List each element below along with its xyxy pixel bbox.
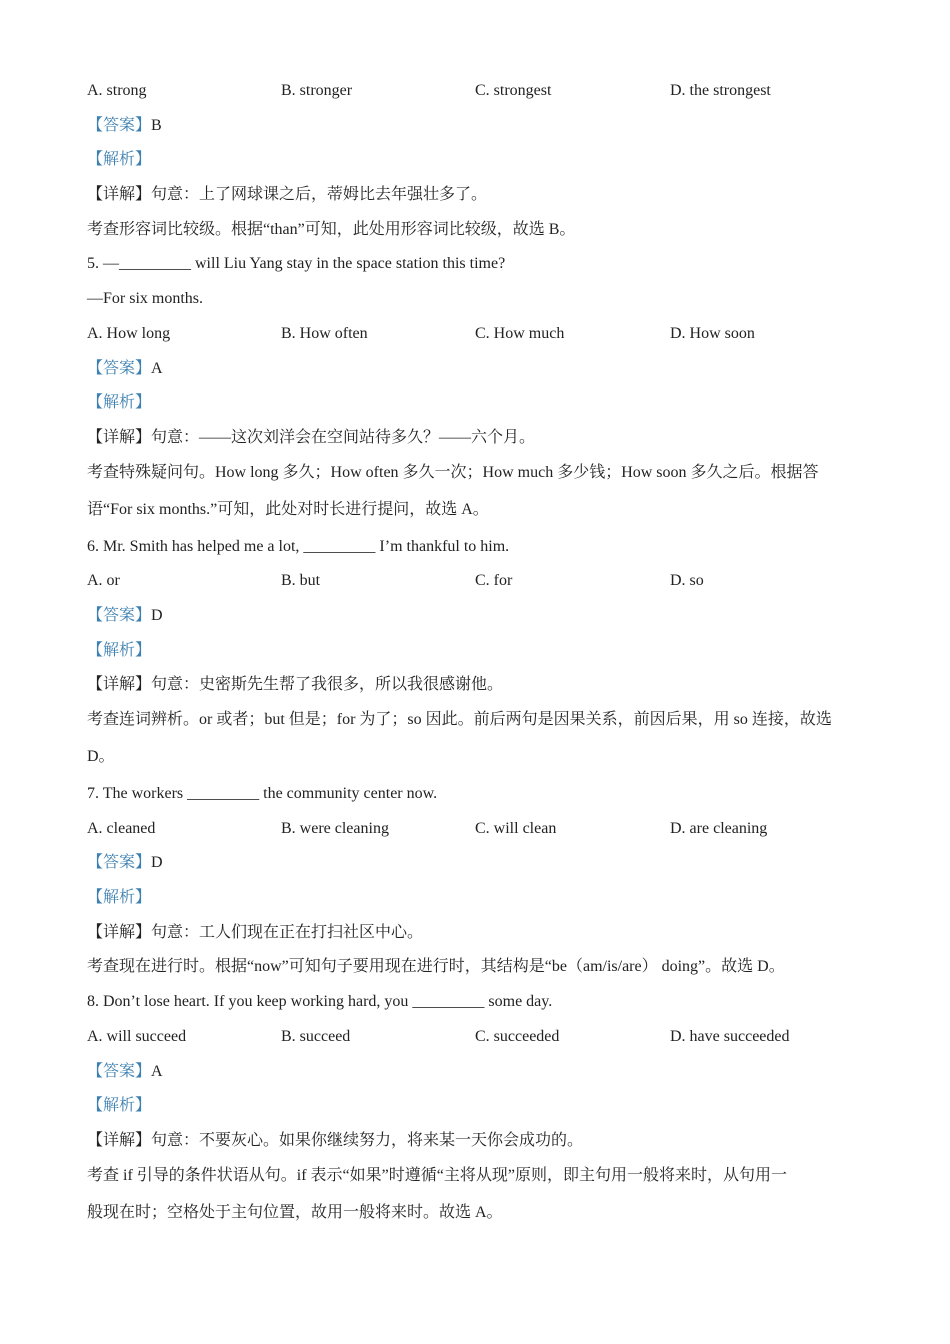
q7-options [87,816,867,851]
q8-option-b: B. succeed [281,1027,351,1045]
q8-option-c: C. succeeded [475,1027,560,1045]
q6-analysis [87,638,867,673]
answer-value: A [151,1062,163,1080]
q7-answer [87,850,867,885]
q4-option-b: B. stronger [281,82,353,99]
q4-option-c: C. strongest [475,82,552,99]
q8-answer [87,1059,867,1094]
answer-tag: 【答案】 [87,116,152,134]
q5-option-c: C. How much [475,324,565,342]
q8-option-d: D. have succeeded [670,1027,790,1045]
q8-question: 8. Don’t lose heart. If you keep working hard, you _________ some day. [87,993,553,1011]
q6-option-b: B. but [281,572,321,590]
q8-explanation-2: 般现在时；空格处于主句位置，故用一般将来时。故选 A。 [87,1203,503,1221]
q7-option-d: D. are cleaning [670,819,768,837]
q5-option-a: A. How long [87,324,171,342]
q7-explanation: 考查现在进行时。根据“now”可知句子要用现在进行时，其结构是“be（am/is/are） doing”。故选 D。 [87,958,785,976]
q6-explanation-2: D。 [87,748,115,765]
q5-option-b: B. How often [281,324,368,342]
q5-detail: 【详解】句意：——这次刘洋会在空间站待多久？——六个月。 [87,428,536,446]
q5-analysis [87,390,867,425]
q6-options [87,568,867,603]
q8-analysis [87,1093,867,1128]
q7-option-c: C. will clean [475,819,557,837]
q5-question: 5. —_________ will Liu Yang stay in the space station this time? [87,255,506,273]
q7-option-b: B. were cleaning [281,819,389,837]
document-page [87,78,867,1237]
q6-answer [87,603,867,638]
q5-explanation-1: 考查特殊疑问句。How long 多久；How often 多久一次；How much 多少钱；How soon 多久之后。根据答 [87,463,819,481]
analysis-tag: 【解析】 [87,394,152,412]
q5-reply: —For six months. [87,290,204,308]
q8-detail: 【详解】句意：不要灰心。如果你继续努力，将来某一天你会成功的。 [87,1131,584,1149]
q6-option-a: A. or [87,572,120,590]
q4-analysis [87,147,867,182]
q8-explanation-1: 考查 if 引导的条件状语从句。if 表示“如果”时遵循“主将从现”原则，即主句用一般将来时，从句用一 [87,1166,787,1184]
analysis-tag: 【解析】 [87,1097,152,1115]
q4-options [87,78,867,113]
answer-value: B [151,116,162,134]
q7-detail: 【详解】句意：工人们现在正在打扫社区中心。 [87,923,424,941]
q5-answer [87,356,867,391]
analysis-tag: 【解析】 [87,151,152,169]
analysis-tag: 【解析】 [87,889,152,907]
q6-detail: 【详解】句意：史密斯先生帮了我很多，所以我很感谢他。 [87,676,504,694]
q8-option-a: A. will succeed [87,1027,187,1045]
answer-tag: 【答案】 [87,606,152,624]
answer-tag: 【答案】 [87,1062,152,1080]
answer-value: D [151,606,163,624]
answer-tag: 【答案】 [87,854,152,872]
analysis-tag: 【解析】 [87,641,152,659]
q7-question: 7. The workers _________ the community center now. [87,785,438,802]
q6-explanation-1: 考查连词辨析。or 或者；but 但是；for 为了；so 因此。前后两句是因果关系，前因后果，用 so 连接，故选 [87,711,832,728]
q4-option-d: D. the strongest [670,82,771,99]
q6-option-c: C. for [475,572,513,590]
q4-option-a: A. strong [87,82,147,99]
q7-option-a: A. cleaned [87,819,156,837]
answer-value: D [151,854,163,872]
q4-answer [87,113,867,148]
answer-value: A [151,359,163,377]
q4-detail: 【详解】句意：上了网球课之后，蒂姆比去年强壮多了。 [87,186,488,204]
q5-option-d: D. How soon [670,324,755,342]
q8-options [87,1024,867,1059]
q6-question: 6. Mr. Smith has helped me a lot, _________ I’m thankful to him. [87,537,510,555]
q5-explanation-2: 语“For six months.”可知，此处对时长进行提问，故选 A。 [87,500,489,518]
answer-tag: 【答案】 [87,359,152,377]
q7-analysis [87,885,867,920]
q6-option-d: D. so [670,572,704,590]
q5-options [87,321,867,356]
q4-explanation: 考查形容词比较级。根据“than”可知，此处用形容词比较级，故选 B。 [87,220,576,238]
